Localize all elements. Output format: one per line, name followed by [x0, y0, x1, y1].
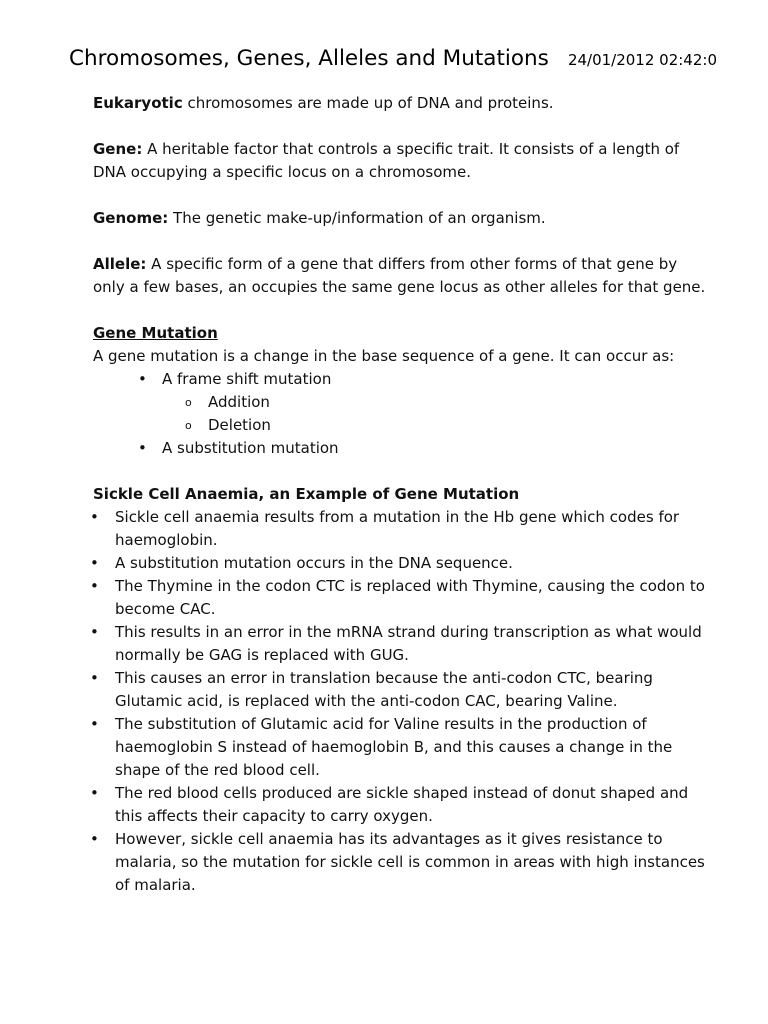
sublist-item-label: Addition: [208, 393, 270, 411]
definition-term: Eukaryotic: [93, 94, 183, 112]
title-row: [69, 46, 717, 71]
sickle-cell-list: [90, 506, 713, 897]
timestamp: 24/01/2012 02:42:0: [567, 51, 717, 69]
list-item-substitution: [93, 437, 713, 460]
definition-term: Allele:: [93, 255, 147, 273]
bullet-icon: •: [138, 439, 147, 457]
definition-text: chromosomes are made up of DNA and proteins.: [182, 94, 554, 112]
list-item-text: Sickle cell anaemia results from a mutation in the Hb gene which codes for haemoglobin.: [115, 508, 680, 549]
bullet-icon: •: [90, 577, 99, 595]
list-item: [90, 782, 713, 828]
definition-term: Genome:: [93, 209, 169, 227]
bullet-icon: •: [90, 784, 99, 802]
definition-allele: [93, 253, 713, 299]
list-item-text: This results in an error in the mRNA strand during transcription as what would normally be GAG is replaced with GUG.: [115, 623, 702, 664]
sub-bullet-icon: o: [185, 419, 192, 432]
sublist-item-addition: [162, 391, 713, 414]
bullet-icon: •: [90, 715, 99, 733]
list-item-text: This causes an error in translation because the anti-codon CTC, bearing Glutamic acid, is replaced with the anti-codon CAC, bearing Valine.: [115, 669, 653, 710]
definition-term: Gene:: [93, 140, 143, 158]
bullet-icon: •: [90, 623, 99, 641]
list-item-text: However, sickle cell anaemia has its advantages as it gives resistance to malaria, so the mutation for sickle cell is common in areas with high instances of malaria.: [115, 830, 705, 894]
gene-mutation-intro: A gene mutation is a change in the base sequence of a gene. It can occur as:: [93, 347, 675, 365]
sub-bullet-icon: o: [185, 396, 192, 409]
bullet-icon: •: [90, 508, 99, 526]
definition-text: A heritable factor that controls a specific trait. It consists of a length of DNA occupying a specific locus on a chromosome.: [93, 140, 680, 181]
page-title: Chromosomes, Genes, Alleles and Mutations: [69, 46, 549, 71]
document-body: [90, 92, 713, 897]
bullet-icon: •: [90, 554, 99, 572]
list-item-label: A substitution mutation: [162, 439, 339, 457]
list-item: [90, 713, 713, 782]
definition-gene: [93, 138, 713, 184]
sublist-item-label: Deletion: [208, 416, 271, 434]
list-item-text: A substitution mutation occurs in the DNA sequence.: [115, 554, 513, 572]
bullet-icon: •: [90, 669, 99, 687]
definition-text: The genetic make-up/information of an organism.: [168, 209, 546, 227]
definition-text: A specific form of a gene that differs from other forms of that gene by only a few bases, an occupies the same gene locus as other alleles for that gene.: [93, 255, 706, 296]
sickle-cell-heading: Sickle Cell Anaemia, an Example of Gene Mutation: [93, 485, 520, 503]
list-item-text: The red blood cells produced are sickle shaped instead of donut shaped and this affects their capacity to carry oxygen.: [115, 784, 689, 825]
list-item-label: A frame shift mutation: [162, 370, 332, 388]
list-item-frame-shift: [93, 368, 713, 437]
bullet-icon: •: [138, 370, 147, 388]
list-item: [90, 667, 713, 713]
frame-shift-sublist: [162, 391, 713, 437]
gene-mutation-heading: Gene Mutation: [93, 324, 218, 342]
list-item: [90, 506, 713, 552]
definition-genome: [93, 207, 713, 230]
list-item: [90, 575, 713, 621]
bullet-icon: •: [90, 830, 99, 848]
list-item: [90, 621, 713, 667]
sublist-item-deletion: [162, 414, 713, 437]
list-item-text: The substitution of Glutamic acid for Valine results in the production of haemoglobin S instead of haemoglobin B, and this causes a change in the shape of the red blood cell.: [115, 715, 673, 779]
definition-eukaryotic: [93, 92, 713, 115]
list-item: [90, 828, 713, 897]
list-item: [90, 552, 713, 575]
mutation-type-list: [93, 368, 713, 460]
list-item-text: The Thymine in the codon CTC is replaced with Thymine, causing the codon to become CAC.: [115, 577, 705, 618]
